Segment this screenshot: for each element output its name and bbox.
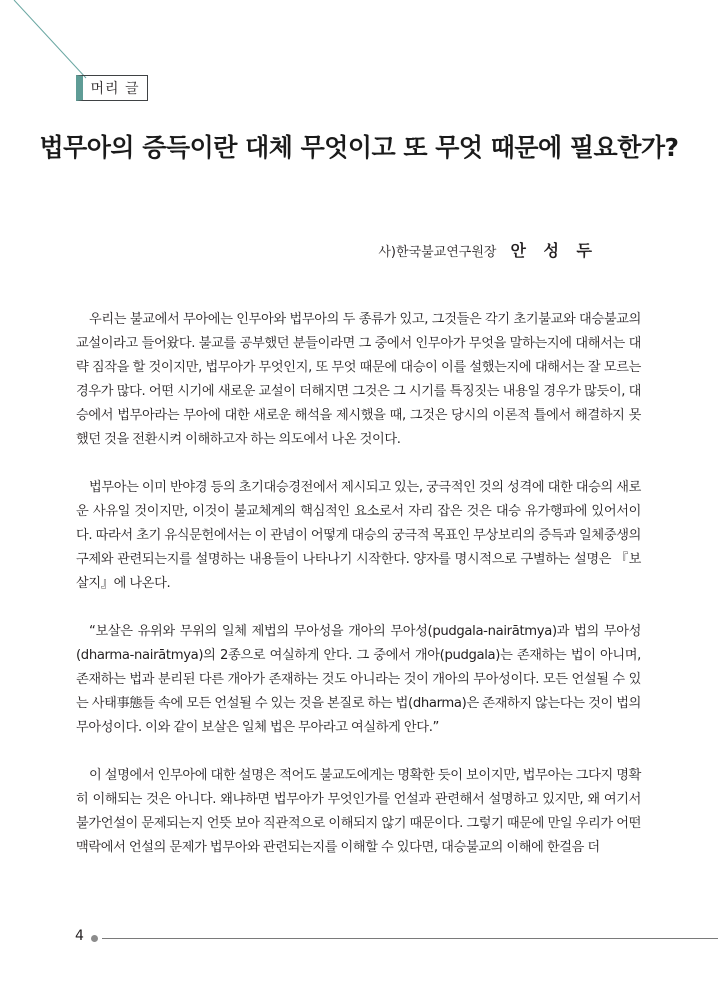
paragraph-2: 법무아는 이미 반야경 등의 초기대승경전에서 제시되고 있는, 궁극적인 것의 성격에 대한 대승의 새로운 사유일 것이지만, 이것이 불교체계의 핵심적인 요소로서 자리 잡은 것은 대승 유가행파에 있어서이다. 따라서 초기 유식문헌에서는 이 관념이 어떻게 대승의 궁극적 목표인 무상보리의 증득과 일체중생의 구제와 관련되는지를 설명하는 내용들이 나타나기 시작한다. 양자를 명시적으로 구별하는 설명은 『보살지』에 나온다. xyxy=(76,480,641,591)
page-title: 법무아의 증득이란 대체 무엇이고 또 무엇 때문에 필요한가? xyxy=(39,133,679,162)
page-footer xyxy=(75,928,718,948)
author-line xyxy=(378,238,598,261)
author-affiliation: 사)한국불교연구원장 xyxy=(378,245,497,260)
section-label-text: 머리 글 xyxy=(90,81,140,97)
page-number: 4 xyxy=(75,928,84,944)
footer-rule xyxy=(102,938,718,939)
paragraph-4: 이 설명에서 인무아에 대한 설명은 적어도 불교도에게는 명확한 듯이 보이지만, 법무아는 그다지 명확히 이해되는 것은 아니다. 왜냐하면 법무아가 무엇인가를 언설과 관련해서 설명하고 있지만, 왜 여기서 불가언설이 문제되는지 언뜻 보아 직관적으로 이해되지 않기 때문이다. 그렇기 때문에 만일 우리가 어떤 맥락에서 언설의 문제가 법무아와 관련되는지를 이해할 수 있다면, 대승불교의 이해에 한걸음 더 xyxy=(76,768,641,855)
section-label xyxy=(76,75,148,101)
body-text xyxy=(76,308,641,884)
paragraph-3-quote: “보살은 유위와 무위의 일체 제법의 무아성을 개아의 무아성(pudgala-nairātmya)과 법의 무아성(dharma-nairātmya)의 2종으로 여실하게 안다. 그 중에서 개아(pudgala)는 존재하는 법이 아니며, 존재하는 법과 분리된 다른 개아가 존재하는 것도 아니라는 것이 개아의 무아성이다. 모든 언설될 수 있는 사태事態들 속에 모든 언설될 수 있는 것을 본질로 하는 법(dharma)은 존재하지 않는다는 것이 법의 무아성이다. 이와 같이 보살은 일체 법은 무아라고 여실하게 안다.” xyxy=(76,624,641,735)
paragraph-1: 우리는 불교에서 무아에는 인무아와 법무아의 두 종류가 있고, 그것들은 각기 초기불교와 대승불교의 교설이라고 들어왔다. 불교를 공부했던 분들이라면 그 중에서 인무아가 무엇을 말하는지에 대해서는 대략 짐작을 할 것이지만, 법무아가 무엇인지, 또 무엇 때문에 대승이 이를 설했는지에 대해서는 잘 모르는 경우가 많다. 어떤 시기에 새로운 교설이 더해지면 그것은 그 시기를 특징짓는 내용일 경우가 많듯이, 대승에서 법무아라는 무아에 대한 새로운 해석을 제시했을 때, 그것은 당시의 이론적 틀에서 해결하지 못했던 것을 전환시켜 이해하고자 하는 의도에서 나온 것이다. xyxy=(76,312,641,447)
author-name: 안 성 두 xyxy=(510,241,598,260)
footer-dot-icon xyxy=(91,935,98,942)
